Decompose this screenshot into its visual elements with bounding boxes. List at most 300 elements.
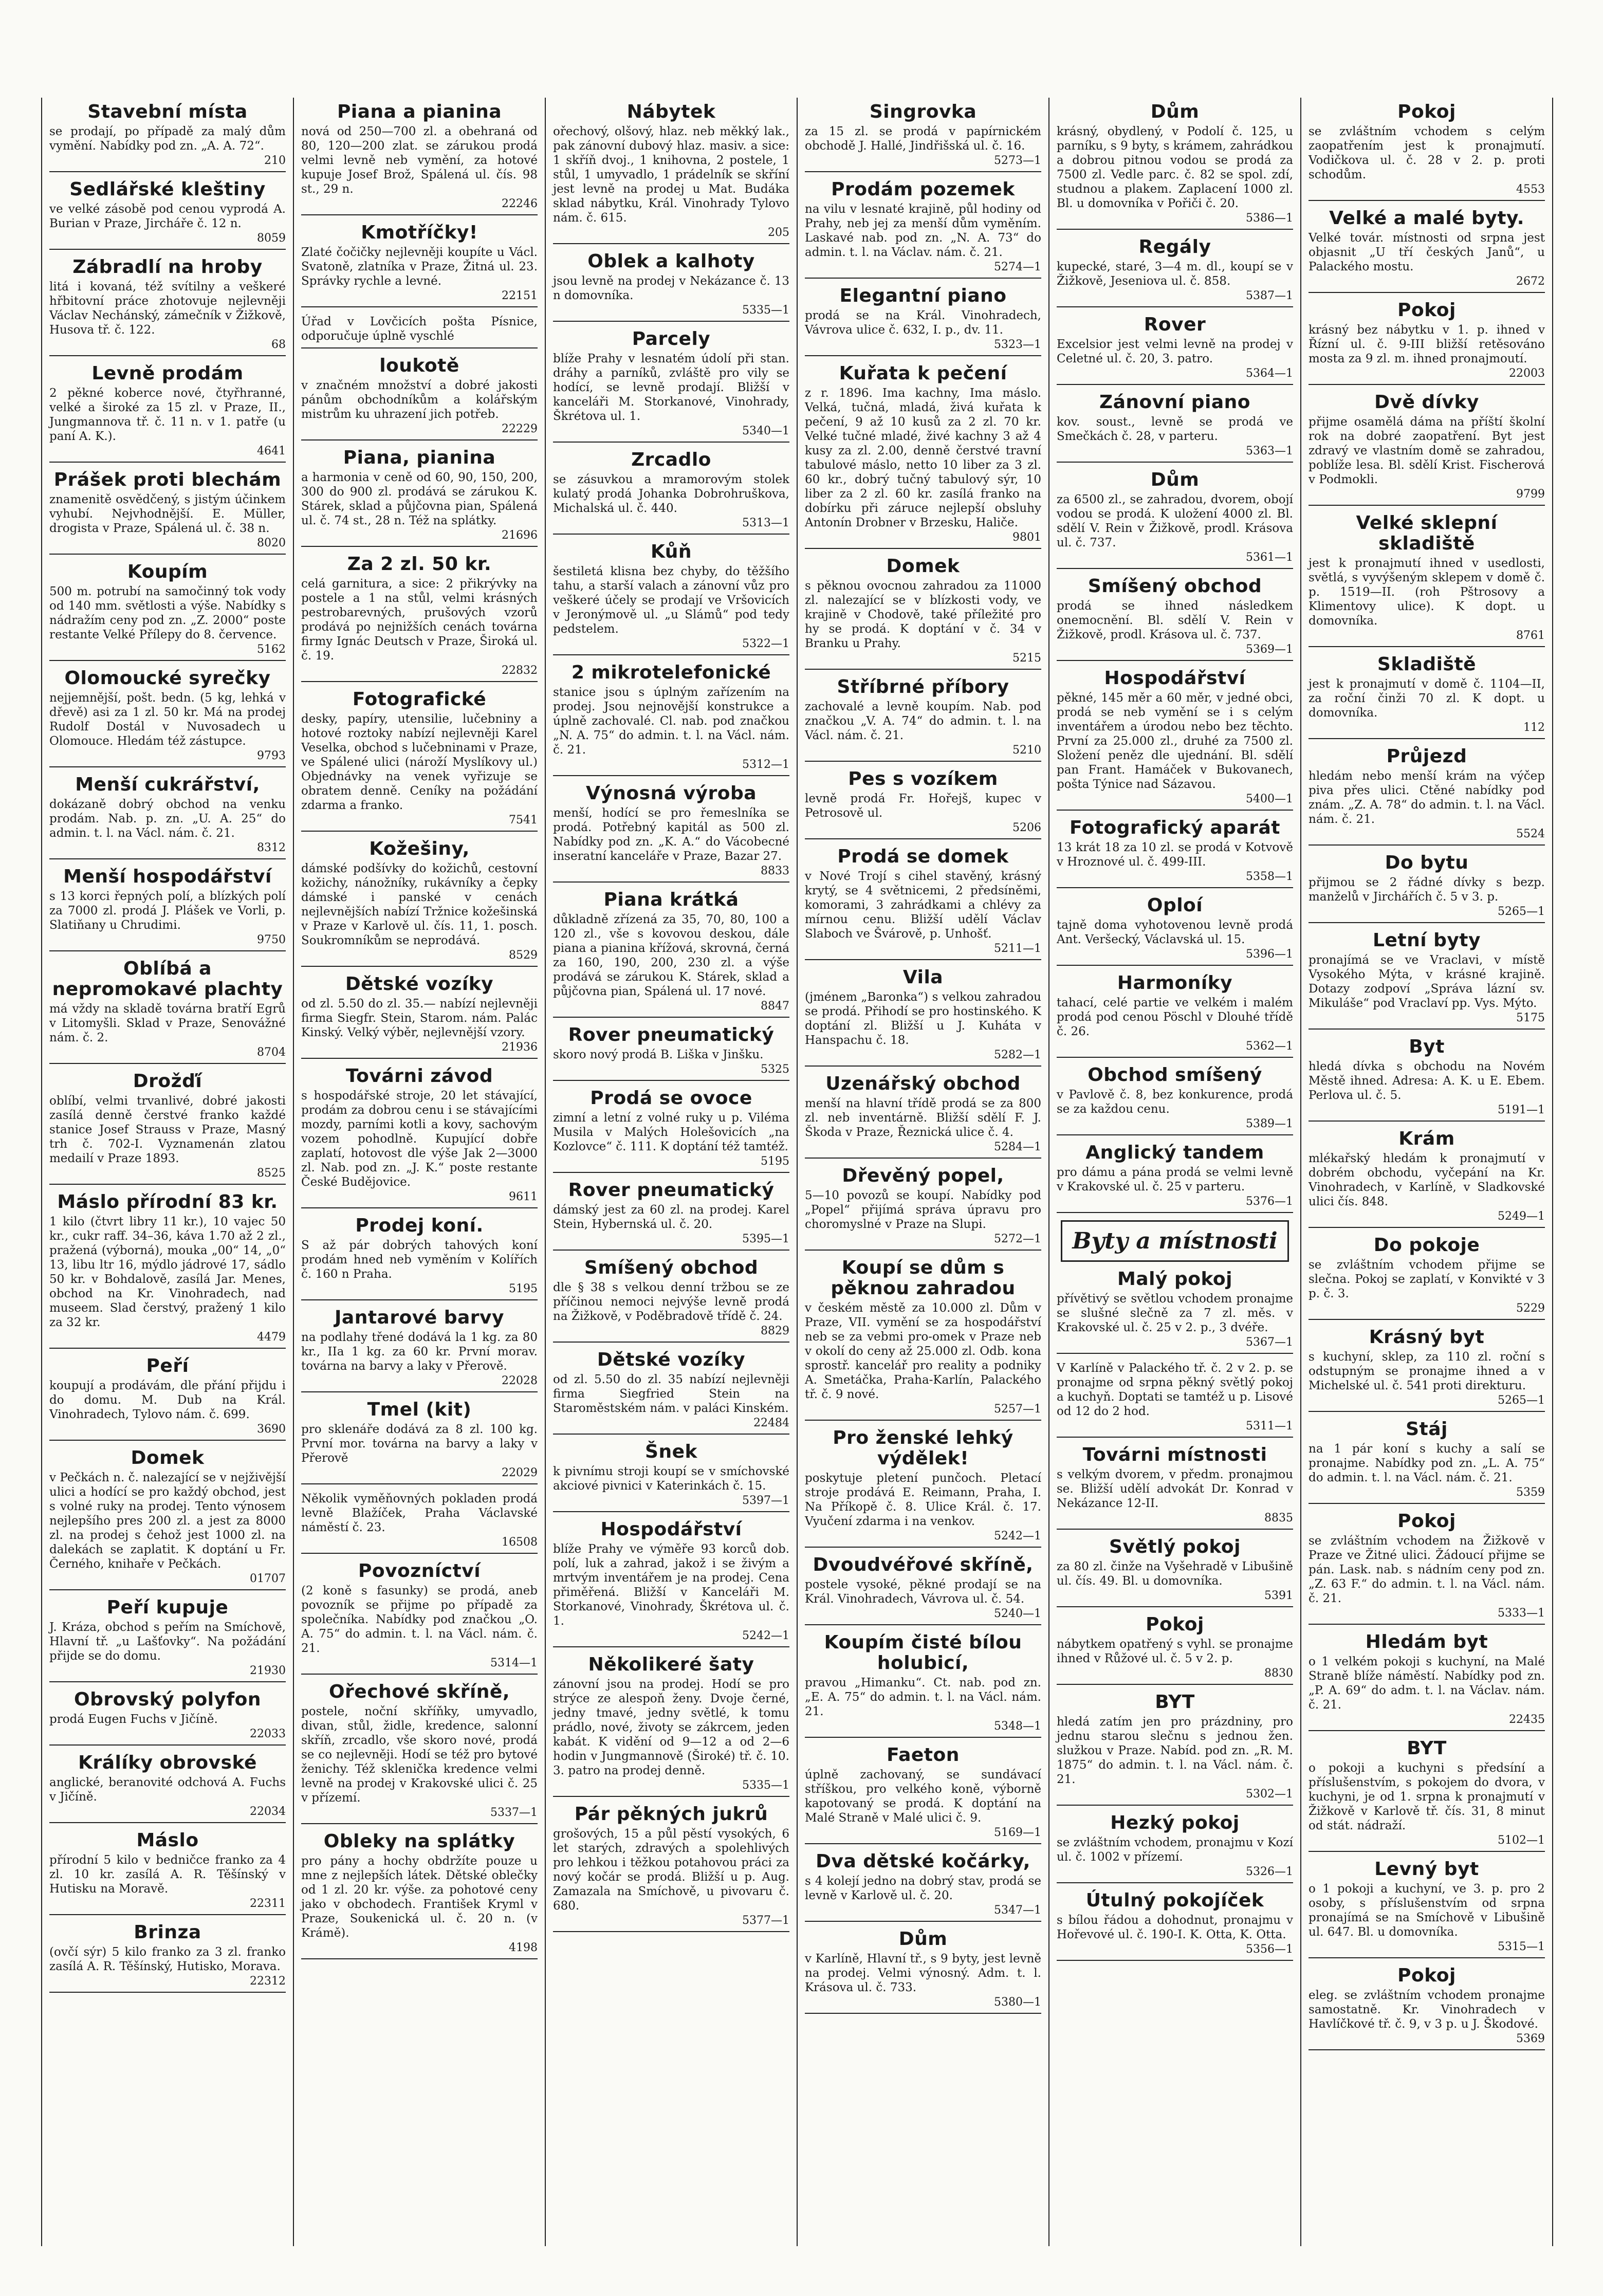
classified-ad [49, 470, 286, 555]
ad-text: prodá se na Král. Vinohradech, Vávrova ulice č. 632, I. p., dv. 11. [805, 309, 1041, 337]
classified-ad [1057, 1143, 1293, 1213]
classified-ad [553, 542, 789, 655]
ad-text: se zvláštním vchodem s celým zaopatřením jest k pronajmutí. Vodičkova ul. č. 28 v 2. p. proti schodům. [1309, 125, 1545, 181]
ad-heading: Světlý pokoj [1109, 1536, 1241, 1557]
ad-number: 5359 [1516, 1486, 1545, 1499]
column-6 [1301, 98, 1553, 2246]
classified-ad [49, 562, 286, 661]
ad-text: pěkné, 145 měr a 60 měr, v jedné obci, prodá se neb vymění se i s celým inventářem a úrodou nebo bez těchto. První za 25.000 zl., druhé za 7500 zl. Složení peněz dle ujednání. Bl. sdělí pan Frant. Hamáček v Bukovanech, pošta Týnice nad Sázavou. [1057, 691, 1293, 791]
ad-heading: Pes s vozíkem [848, 768, 998, 789]
ad-number: 5191—1 [1498, 1104, 1545, 1116]
ad-heading: Pokoj [1397, 300, 1456, 321]
ad-number: 5380—1 [994, 1996, 1041, 2009]
ad-heading: Byt [1409, 1036, 1445, 1057]
classified-ad [1309, 1235, 1545, 1320]
ad-heading: 2 mikrotelefonické [571, 662, 771, 683]
ad-number: 01707 [250, 1572, 286, 1585]
classified-ad [1309, 1632, 1545, 1731]
ad-text: o 1 pokoji a kuchyní, ve 3. p. pro 2 osoby, s příslušenstvím od srpna pronajímá se na Smíchově v Libušině ul. 647. Bl. u domovníka. [1309, 1882, 1545, 1939]
ad-text: 1 kilo (čtvrt libry 11 kr.), 10 vajec 50 kr., cukr raff. 34–36, káva 1.70 až 2 zl., pražená (výborná), mouka „00“ 14, „0“ 13, libu ltr 16, mýdlo jádrové 17, sádlo 50 kr. v Bohdalově, zasílá Jar. Menes, obchod na Kr. Vinohradech, nad museem. Slad čerstvý, pražený 1 kilo za 32 kr. [49, 1215, 286, 1329]
classified-ad [553, 1258, 789, 1343]
ad-heading: Smíšený obchod [584, 1257, 759, 1278]
classified-ad [1057, 102, 1293, 230]
ad-heading: Piana krátká [603, 889, 739, 910]
classified-ad [49, 1830, 286, 1915]
ad-text: a harmonia v ceně od 60, 90, 150, 200, 300 do 900 zl. prodává se zárukou K. Stárek, sklad a půjčovna pian, Spálená ul. č. 74 st., 28 n. Též na splátky. [301, 471, 538, 527]
ad-text: dámský jest za 60 zl. na prodej. Karel Stein, Hybernská ul. č. 20. [553, 1203, 789, 1231]
ad-text: dokázaně dobrý obchod na venku prodám. Nab. p. zn. „U. A. 25“ do admin. t. l. na Václ. nám. č. 21. [49, 798, 286, 840]
ad-number: 5169—1 [994, 1826, 1041, 1839]
ad-text: o 1 velkém pokoji s kuchyní, na Malé Straně blíže náměstí. Nabídky pod zn. „P. A. 69“ do adm. t. l. na Václav. nám. č. 21. [1309, 1655, 1545, 1712]
classified-ad [301, 1561, 538, 1675]
ad-heading: Zánovní piano [1099, 392, 1250, 413]
ad-text: přírodní 5 kilo v bedničce franko za 4 zl. 10 kr. zasílá A. R. Těšínský v Hutisku na Moravě. [49, 1853, 286, 1896]
column-4 [798, 98, 1049, 2246]
classified-ad [553, 1804, 789, 1932]
ad-text: jest k pronajmutí ihned v usedlosti, světlá, s vyvýšeným sklepem v domě č. p. 1519—II. (roh Pštrosovy a Klimentovy ulice). K dopt. u domovníka. [1309, 557, 1545, 628]
ad-text: J. Kráza, obchod s peřím na Smíchově, Hlavní tř. „u Lašťovky“. Na požádání přijde se do domu. [49, 1621, 286, 1663]
ad-heading: Rover [1144, 314, 1206, 335]
classified-ad [49, 668, 286, 767]
ad-heading: Hezký pokoj [1110, 1812, 1240, 1833]
classified-ad [1309, 102, 1545, 201]
classified-ad [1057, 576, 1293, 661]
ad-text: od zl. 5.50 do zl. 35 nabízí nejlevněji firma Siegfried Stein na Staroměstském nám. v paláci Kinském. [553, 1373, 789, 1415]
ad-number: 5340—1 [742, 425, 789, 437]
ad-heading: Nábytek [627, 101, 716, 122]
ad-text: s 13 korci řepných polí, a blízkých polí za 7000 zl. prodá J. Plášek ve Vorli, p. Slatiňany u Chrudimi. [49, 890, 286, 932]
ad-heading: Koupí se dům s pěknou zahradou [831, 1257, 1016, 1299]
ad-number: 22435 [1509, 1713, 1545, 1726]
ad-text: Úřad v Lovčicích pošta Písnice, odporučuje úplně vyschlé [301, 315, 538, 343]
ad-heading: Pokoj [1397, 101, 1456, 122]
ad-heading: Ořechové skříně, [328, 1681, 510, 1702]
ad-number: 5206 [1012, 821, 1041, 834]
ad-number: 5229 [1516, 1302, 1545, 1315]
ad-number: 8829 [761, 1325, 789, 1337]
ad-text: zimní a letní z volné ruky u p. Viléma Musila v Malých Holešovicích „na Kozlovce“ č. 111. K doptání též tamtéž. [553, 1111, 789, 1153]
ad-number: 68 [271, 338, 286, 351]
ad-text: menší, hodící se pro řemeslníka se prodá. Potřebný kapitál as 500 zl. Nabídky pod zn. „K. A.“ do Vácobecné inseratní kanceláře v Praze, Bazar 27. [553, 806, 789, 863]
classified-ad [1309, 392, 1545, 506]
ad-number: 22151 [502, 289, 538, 302]
ad-heading: Menší hospodářství [63, 866, 272, 887]
ad-number: 9750 [257, 933, 286, 946]
ad-heading: Kožešiny, [369, 838, 470, 859]
ad-text: úplně zachovaný, se sundávací stříškou, pro velkého koně, výborně kapotovaný se prodá. K doptání na Malé Straně v Malé ulici č. 9. [805, 1768, 1041, 1825]
ad-number: 5282—1 [994, 1049, 1041, 1061]
classified-ad [805, 1929, 1041, 2014]
ad-text: Několik vyměňovných pokladen prodá levně Blažíček, Praha Václavské náměstí č. 23. [301, 1492, 538, 1534]
ad-heading: Piana a pianina [337, 101, 502, 122]
ad-heading: Fotografický aparát [1069, 817, 1281, 838]
ad-text: k pivnímu stroji koupí se v smíchovské akciové pivnici v Katerinkách č. 15. [553, 1465, 789, 1493]
ad-number: 22246 [502, 197, 538, 210]
classified-ad [553, 450, 789, 535]
classified-ad [805, 286, 1041, 356]
classified-ad [1057, 1537, 1293, 1607]
ad-heading: Hospodářství [600, 1519, 742, 1540]
classified-ad [1309, 654, 1545, 739]
ad-text: oblíbí, velmi trvanlivé, dobré jakosti zasílá denně čerstvé franko každé stanice Josef Strauss v Praze, Masný trh č. 702-I. Vyznamenán zlatou medailí v Praze 1893. [49, 1094, 286, 1165]
ad-number: 22034 [250, 1805, 286, 1818]
ad-text: nábytkem opatřený s vyhl. se pronajme ihned v Růžové ul. č. 5 v 2. p. [1057, 1638, 1293, 1665]
ad-text: postele vysoké, pěkné prodají se na Král. Vinohradech, Vávrova ul. č. 54. [805, 1578, 1041, 1606]
ad-number: 5249—1 [1498, 1210, 1545, 1223]
ad-text: mlékařský hledám k pronajmutí v dobrém obchodu, vyčepání na Kr. Vinohradech, v Karlíně, v Sladkovské ulici čís. 848. [1309, 1152, 1545, 1208]
classified-ad [1057, 1614, 1293, 1685]
ad-number: 5358—1 [1246, 870, 1293, 883]
ad-number: 8847 [761, 1000, 789, 1013]
ad-heading: Dva dětské kočárky, [816, 1851, 1030, 1872]
ad-text: s hospodářské stroje, 20 let stávající, prodám za dobrou cenu i se stávajícími mozdy, parními kotli a kovy, sachovým vozem pohodlně. Kupující dobře zaplatí, hotovost dle výše Jak 2—3000 zl. Nab. pod zn. „J. K.“ poste restante České Budějovice. [301, 1089, 538, 1189]
ad-text: za 15 zl. se prodá v papírnickém obchodě J. Hallé, Jindřišská ul. č. 16. [805, 125, 1041, 153]
classified-ad [1309, 930, 1545, 1030]
ad-heading: Dům [1150, 101, 1200, 122]
classified-ad [301, 1682, 538, 1824]
ad-text: kov. soust., levně se prodá ve Smečkách č. 28, v parteru. [1057, 415, 1293, 443]
ad-text: prodá se ihned následkem onemocnění. Bl. sdělí V. Rein v Žižkově, prodl. Krásova ul. č. 737. [1057, 599, 1293, 641]
ad-number: 5356—1 [1246, 1943, 1293, 1956]
ad-number: 21936 [502, 1041, 538, 1054]
classified-ad [301, 223, 538, 307]
ad-text: levně prodá Fr. Hořejš, kupec v Petrosově ul. [805, 792, 1041, 820]
ad-heading: Obleky na splátky [323, 1831, 515, 1852]
column-2 [294, 98, 546, 2246]
column-5 [1049, 98, 1301, 2246]
classified-ad [805, 1555, 1041, 1625]
ad-heading: Šnek [645, 1441, 697, 1462]
ad-heading: Máslo [136, 1830, 199, 1851]
ad-heading: Hospodářství [1104, 668, 1246, 689]
ad-text: poskytuje pletení punčoch. Pletací stroje prodává E. Reimann, Praha, I. Na Příkopě č. 8. Ulice Král. č. 17. Vyučení zdarma i na venkov. [805, 1472, 1041, 1528]
classified-ad [49, 257, 286, 356]
ad-text: jsou levně na prodej v Nekázance č. 13 n domovníka. [553, 274, 789, 302]
classified-ad [805, 1258, 1041, 1421]
ad-number: 5284—1 [994, 1141, 1041, 1153]
ad-number: 5323—1 [994, 338, 1041, 351]
classified-ad [1309, 1037, 1545, 1122]
ad-number: 5325 [761, 1063, 789, 1076]
ad-number: 4553 [1516, 183, 1545, 196]
ad-text: anglické, beranovité odchová A. Fuchs v Jičíně. [49, 1776, 286, 1804]
classified-ad [1309, 853, 1545, 923]
classified-ad [1057, 315, 1293, 385]
ad-number: 5175 [1516, 1012, 1545, 1024]
ad-text: 500 m. potrubí na samočinný tok vody od 140 mm. světlosti a výše. Nabídky s nádražím ceny pod zn. „Z. 2000“ poste restante Velké Přílepy do 8. července. [49, 585, 286, 641]
ad-heading: Faeton [887, 1744, 960, 1766]
ad-heading: Drožďí [133, 1071, 202, 1092]
classified-ad [1309, 1419, 1545, 1504]
ad-text: hledá dívka s obchodu na Novém Městě ihned. Adresa: A. K. u E. Ebem. Perlova ul. č. 5. [1309, 1060, 1545, 1102]
classified-ad [1057, 668, 1293, 811]
ad-text: postele, noční skříňky, umyvadlo, divan, stůl, židle, kredence, salonní skříň, zrcadlo, vše skoro nové, prodá se co nejlevněji. Hodí se též pro bytové ženichy. Též sklenička kredence velmi levně na prodej v Krakovské ulici č. 25 v přízemí. [301, 1705, 538, 1805]
classified-ad [49, 1356, 286, 1441]
classified-ad [301, 1492, 538, 1554]
ad-heading: Za 2 zl. 50 kr. [347, 554, 492, 575]
ad-text: nová od 250—700 zl. a obehraná od 80, 120—200 zlat. se zárukou prodá velmi levně neb vymění, za hotové kupuje Josef Brož, Spálená ul. čís. 98 st., 29 n. [301, 125, 538, 196]
ad-text: nejjemnější, pošt. bedn. (5 kg, lehká v dřevě) asi za 1 zl. 50 kr. Má na prodej Rudolf Dostál v Nuvosadech u Olomouce. Hledám též zástupce. [49, 691, 286, 748]
ad-heading: Rover pneumatický [568, 1024, 775, 1045]
classified-ad [1057, 1445, 1293, 1530]
ad-number: 5313—1 [742, 517, 789, 529]
ad-heading: Levně prodám [91, 363, 244, 384]
ad-number: 5391 [1264, 1589, 1293, 1602]
ad-heading: Jantarové barvy [335, 1307, 504, 1328]
ad-heading: Krám [1398, 1128, 1455, 1149]
ad-number: 8833 [761, 865, 789, 877]
ad-number: 9799 [1516, 488, 1545, 501]
ad-heading: Dvoudvéřové skříně, [813, 1554, 1034, 1575]
classified-ad [1057, 1890, 1293, 1961]
ad-number: 3690 [257, 1423, 286, 1436]
classified-ad [301, 1831, 538, 1959]
ad-text: Zlaté čočičky nejlevněji koupíte u Václ. Svatoně, zlatníka v Praze, Žitná ul. 23. Správky rychle a levné. [301, 246, 538, 288]
ad-number: 8312 [257, 841, 286, 854]
ad-number: 5322—1 [742, 637, 789, 650]
ad-text: přívětivý se světlou vchodem pronajme se slušné slečně za 7 zl. měs. v Krakovské ul. č. 25 v 2. p., 3 dvéře. [1057, 1292, 1293, 1334]
classified-ad [805, 1166, 1041, 1251]
ad-heading: Do bytu [1385, 852, 1469, 873]
ad-heading: Dům [898, 1928, 948, 1950]
ad-text: krásný bez nábytku v 1. p. ihned v Řízní ul. č. 9-III bližší retěsováno mosta za 9 zl. m. ihned pronajmoutí. [1309, 323, 1545, 365]
classified-ad [1057, 392, 1293, 463]
ad-number: 5400—1 [1246, 793, 1293, 805]
classified-ad [1057, 1065, 1293, 1135]
ad-number: 5335—1 [742, 304, 789, 317]
ad-text: 13 krát 18 za 10 zl. se prodá v Kotvově v Hroznové ul. č. 499-III. [1057, 841, 1293, 869]
ad-text: blíže Prahy ve výměře 93 korců dob. polí, luk a zahrad, jakož i se živým a mrtvým inventářem je na prodej. Cena přiměřená. Bližší v Kanceláři M. Storkanové, Vinohrady, Škrétova ul. č. 1. [553, 1542, 789, 1628]
ad-text: blíže Prahy v lesnatém údolí při stan. dráhy a parníků, zvláště pro vily se hodící, se levně prodají. Bližší v kanceláři M. Storkanové, Vinohrady, Škrétova ul. 1. [553, 352, 789, 423]
ad-text: (ovčí sýr) 5 kilo franko za 3 zl. franko zasílá A. R. Těšínský, Hutisko, Morava. [49, 1945, 286, 1973]
ad-number: 5274—1 [994, 261, 1041, 273]
ad-number: 8525 [257, 1167, 286, 1180]
ad-text: Excelsior jest velmi levně na prodej v Celetné ul. č. 20, 3. patro. [1057, 338, 1293, 365]
classified-ad [301, 689, 538, 832]
classified-ad [49, 1192, 286, 1349]
ad-heading: Skladiště [1377, 654, 1477, 675]
ad-text: skoro nový prodá B. Liška v Jinšku. [553, 1048, 764, 1061]
ad-heading: Velké sklepní skladiště [1356, 512, 1498, 554]
classified-ad [1309, 1129, 1545, 1228]
classified-ad [1057, 1361, 1293, 1438]
ad-number: 4198 [509, 1941, 538, 1954]
classified-ad [1309, 1327, 1545, 1412]
ad-heading: Obchod smíšený [1088, 1064, 1262, 1086]
classified-ad [1309, 513, 1545, 647]
ad-heading: Anglický tandem [1085, 1142, 1264, 1163]
ad-heading: Malý pokoj [1117, 1269, 1232, 1290]
ad-number: 112 [1523, 721, 1545, 734]
classified-ad [301, 315, 538, 348]
ad-text: přijme osamělá dáma na příští školní rok na dobré zaopatření. Byt jest zdravý ve vlastním domě se zahradou, poblíže lesa. Bl. sdělí Krist. Fischerová v Podmokli. [1309, 415, 1545, 486]
ad-heading: Králíky obrovské [78, 1752, 257, 1773]
ad-heading: Menší cukrářství, [75, 774, 260, 795]
ad-text: hledám nebo menší krám na výčep piva přes ulici. Ctěné nabídky pod znám. „Z. A. 78“ do admin. t. l. na Václ. nám. č. 21. [1309, 769, 1545, 826]
ad-text: 5—10 povozů se koupí. Nabídky pod „Popel“ přijímá správa úpravu pro choromyslné v Praze na Slupi. [805, 1189, 1041, 1231]
ad-number: 5265—1 [1498, 905, 1545, 918]
classified-ad [49, 775, 286, 859]
ad-text: od zl. 5.50 do zl. 35.— nabízí nejlevněji firma Siegfr. Stein, Starom. nám. Palác Kinský. Velký výběr, nejlevnější vzory. [301, 997, 538, 1039]
ad-number: 5397—1 [742, 1494, 789, 1507]
ad-number: 22229 [502, 423, 538, 435]
ad-text: v Karlíně, Hlavní tř., s 9 byty, jest levně na prodej. Velmi výnosný. Adm. t. l. Krásova ul. č. 733. [805, 1952, 1041, 1994]
classified-ad [301, 839, 538, 967]
classified-ad [553, 1088, 789, 1173]
ad-text: se zvláštním vchodem přijme se slečna. Pokoj se zaplatí, v Konvikté v 3 p. č. 3. [1309, 1258, 1545, 1300]
classified-ad [553, 890, 789, 1018]
ad-number: 8830 [1264, 1667, 1293, 1680]
ad-number: 5312—1 [742, 758, 789, 771]
ad-heading: Regály [1138, 236, 1211, 258]
ad-text: znamenitě osvědčený, s jistým účinkem vyhubí. Nejvhodnější. E. Müller, drogista v Praze, Spálená ul. č. 38 n. [49, 493, 286, 535]
classified-ad [49, 1597, 286, 1682]
ad-number: 22033 [250, 1728, 286, 1740]
ad-text: z r. 1896. Ima kachny, Ima máslo. Velká, tučná, mladá, živá kuřata k pečení, 9 až 10 kusů za 2 zl. 70 kr. Velké tučné mladé, živé kachny 3 až 4 kusy za zl. 2.00, denně čerstvé travní tabulové máslo, netto 10 liber za 3 zl. 60 kr., dobrý tučný tabulový sýr, 10 liber za 2 zl. 60 kr. zasílá franko na dobírku při záruce nejlepší obsluhy Antonín Drobner v Brzesku, Haliče. [805, 387, 1041, 529]
ad-text: zánovní jsou na prodej. Hodí se pro strýce ze alespoň ženy. Dvoje černé, jedny tmavé, jedny světlé, k tomu prádlo, nové, životy se zákrcem, jeden kabát. K vidění od 9—12 a od 2—6 hodin v Jungmannově (Široké) tř. č. 10. 3. patro na prodej denně. [553, 1678, 789, 1777]
ad-number: 5272—1 [994, 1233, 1041, 1245]
ad-text: v českém městě za 10.000 zl. Dům v Praze, VII. vymění se za hospodářství neb se za vebmi pro-omek v Praze neb v okolí do ceny až 25.000 zl. Odb. kona sprostř. kancelář pro reality a podniky A. Smetáčka, Praha-Karlín, Palackého tř. č. 9 nové. [805, 1301, 1041, 1401]
newspaper-page [41, 98, 1553, 2246]
ad-text: krásný, obydlený, v Podolí č. 125, u parníku, s 9 byty, s krámem, zahrádkou a dobrou pitnou vodou se prodá za 7500 zl. Vedle parc. č. 82 se spol. zdí, studnou a plakem. Zaplacení 1000 zl. Bl. u domovníka v Pořiči č. 20. [1057, 125, 1293, 210]
ad-text: hledá zatím jen pro prázdniny, pro jednu starou slečnu s jednou žen. služkou v Praze. Nabíd. pod zn. „R. M. 1875“ do admin. t. l. na Václ. nám. č. 21. [1057, 1715, 1293, 1786]
ad-text: za 80 zl. činže na Vyšehradě v Libušině ul. čís. 49. Bl. u domovníka. [1057, 1560, 1293, 1588]
ad-number: 5363—1 [1246, 445, 1293, 457]
ad-text: v Nové Trojí s cihel stavěný, krásný krytý, se 4 světnicemi, 2 předsíněmi, komorami, 3 zahrádkami a chlévy za mírnou cenu. Bližší udělí Václav Slaboch ve Švárově, p. Unhošť. [805, 870, 1041, 941]
ad-number: 5389—1 [1246, 1117, 1293, 1130]
ad-text: zachovalé a levně koupím. Nab. pod značkou „V. A. 74“ do admin. t. l. na Václ. nám. č. 21. [805, 700, 1041, 742]
ad-heading: Do pokoje [1373, 1235, 1480, 1256]
ad-text: dle § 38 s velkou denní tržbou se ze příčinou nemoci nejvýše levně prodá na Žižkově, v Poděbradově třídě č. 24. [553, 1281, 789, 1323]
ad-heading: Pokoj [1146, 1614, 1204, 1635]
ad-number: 5265—1 [1498, 1394, 1545, 1407]
classified-ad [49, 363, 286, 463]
ad-text: stanice jsou s úplným zařízením na prodej. Jsou nejnovější konstrukce a úplně zachovalé. Cl. nab. pod značkou „N. A. 75“ do admin. t. l. na Václ. nám. č. 21. [553, 686, 789, 757]
ad-number: 5311—1 [1246, 1420, 1293, 1432]
ad-number: 8529 [509, 949, 538, 962]
ad-heading: Útulný pokojíček [1085, 1890, 1264, 1911]
ad-number: 5240—1 [994, 1607, 1041, 1620]
ad-heading: Elegantní piano [839, 285, 1007, 306]
ad-text: ořechový, olšový, hlaz. neb měkký lak., pak zánovní dubový hlaz. masiv. a sice: 1 skříň dvoj., 1 knihovna, 2 postele, 1 stůl, 1 umyvadlo, 1 prádelník se skříní jest levně na prodej u Mat. Budáka sklad nábytku, Král. Vinohrady Tylovo nám. č. 615. [553, 125, 789, 225]
ad-text: přijmou se 2 řádné dívky s bezp. manželů v Jirchářích č. 5 v 3. p. [1309, 876, 1545, 904]
classified-ad [1057, 470, 1293, 569]
ad-text: dámské podšívky do kožichů, cestovní kožichy, nánožníky, rukávníky a čepky dámské i panské v cenách nejlevnějších nabízí Tržnice kožešinská v Praze v Karlově ul. čís. 11, 1. posch. Soukromníkům se neprodává. [301, 862, 538, 947]
classified-ad [49, 1448, 286, 1590]
ad-heading: Kmotříčky! [361, 222, 478, 243]
ad-text: pravou „Himanku“. Ct. nab. pod zn. „E. A. 75“ do admin. t. l. na Václ. nám. 21. [805, 1676, 1041, 1718]
classified-ad [1309, 208, 1545, 293]
classified-ad [49, 1689, 286, 1746]
ad-number: 5210 [1012, 744, 1041, 757]
ad-text: S až pár dobrých tahových koní prodám hned neb vyměním v Kolířích č. 160 n Praha. [301, 1239, 538, 1281]
classified-ad [1057, 973, 1293, 1058]
ad-heading: Zábradlí na hroby [72, 256, 263, 278]
ad-text: koupují a prodávám, dle přání přijdu i do domu. M. Dub na Král. Vinohradech, Tylovo nám. č. 699. [49, 1379, 286, 1421]
classified-ad [1309, 1511, 1545, 1625]
ad-number: 5362—1 [1246, 1040, 1293, 1053]
classified-ad [805, 1632, 1041, 1738]
ad-number: 7541 [509, 814, 538, 826]
ad-number: 5387—1 [1246, 289, 1293, 302]
ad-heading: Stavební místa [87, 101, 248, 122]
ad-heading: Domek [131, 1447, 205, 1468]
ad-number: 4479 [257, 1331, 286, 1344]
classified-ad [553, 1442, 789, 1512]
ad-number: 8704 [257, 1046, 286, 1059]
ad-text: prodá Eugen Fuchs v Jičíně. [49, 1713, 218, 1726]
ad-heading: Několikeré šaty [588, 1654, 754, 1675]
ad-number: 22311 [250, 1897, 286, 1910]
classified-ad [1057, 895, 1293, 966]
ad-number: 5376—1 [1246, 1195, 1293, 1208]
ad-text: menší na hlavní třídě prodá se za 800 zl. neb inventárně. Bližší sdělí F. J. Škoda v Praze, Řeznická ulice č. 4. [805, 1097, 1041, 1139]
ad-number: 8020 [257, 537, 286, 549]
ad-number: 5369—1 [1246, 643, 1293, 656]
classified-ad [1309, 1738, 1545, 1852]
ad-heading: Továrni závod [345, 1066, 493, 1087]
classified-ad [49, 959, 286, 1064]
ad-number: 21930 [250, 1664, 286, 1677]
classified-ad [49, 102, 286, 172]
ad-number: 5396—1 [1246, 948, 1293, 961]
ad-heading: Hledám byt [1365, 1631, 1488, 1652]
ad-heading: Kuřata k pečení [839, 363, 1007, 384]
ad-number: 2672 [1516, 275, 1545, 288]
column-3 [546, 98, 798, 2246]
ad-text: o pokoji a kuchyni s předsíní a příslušenstvím, s pokojem do dvora, v kuchyni, je od 1. srpna k pronajmutí v Žižkově v Karlově tř. čís. 31, 8 minut od stát. nádraží. [1309, 1761, 1545, 1832]
ad-heading: Velké a malé byty. [1329, 208, 1524, 229]
ad-heading: Olomoucké syrečky [64, 668, 271, 689]
ad-heading: Uzenářský obchod [825, 1073, 1021, 1094]
ad-text: šestiletá klisna bez chyby, do těžšího tahu, a starší valach a zánovní vůz pro veškeré účely se prodají ve Vršovicích v Jeronýmově ul. „u Slámů“ pod tedy pedstelem. [553, 565, 789, 636]
ad-number: 5242—1 [742, 1629, 789, 1642]
ad-text: jest k pronajmutí v domě č. 1104—II, za roční činži 70 zl. K dopt. u domovníka. [1309, 677, 1545, 720]
ad-text: s pěknou ovocnou zahradou za 11000 zl. nalezající se v blízkosti vody, ve krajině v Chodově, také příležité pro hy se prodá. K doptání v č. 34 v Branku u Prahy. [805, 579, 1041, 650]
ad-text: 2 pěkné koberce nové, čtyřhranné, velké a široké za 15 zl. v Praze, II., Jungmannova tř. č. 11 n. v 1. patře (u paní A. K.). [49, 387, 286, 443]
ad-heading: Fotografické [352, 689, 487, 710]
ad-text: pro dámu a pána prodá se velmi levně v Krakovské ul. č. 25 v parteru. [1057, 1166, 1293, 1193]
classified-ad [553, 1655, 789, 1797]
ad-text: (2 koně s fasunky) se prodá, aneb povozník se přijme po případě za společníka. Nabídky pod značkou „O. A. 75“ do admin. t. l. na Václ. nám. č. 21. [301, 1584, 538, 1655]
ad-text: se prodají, po případě za malý dům vymění. Nabídky pod zn. „A. A. 72“. [49, 125, 286, 153]
ad-text: ve velké zásobě pod cenou vyprodá A. Burian v Praze, Jircháře č. 12 n. [49, 203, 286, 230]
ad-heading: Rover pneumatický [568, 1180, 775, 1201]
ad-text: se zvláštním vchodem na Žižkově v Praze ve Žitné ulici. Žádoucí přijme se pán. Lask. nab. s nádním ceny pod zn. „Z. 63 F.“ do admin. t. l. na Václ. nám. č. 21. [1309, 1534, 1545, 1605]
ad-text: v značném množství a dobré jakosti pánům obchodníkům a kolářským mistrům ku uhrazení jich potřeb. [301, 379, 538, 421]
ad-heading: Obrovský polyfon [73, 1689, 262, 1710]
ad-heading: Oblek a kalhoty [587, 251, 755, 272]
classified-ad [805, 179, 1041, 279]
classified-ad [301, 554, 538, 682]
ad-heading: Parcely [632, 328, 711, 350]
classified-ad [553, 329, 789, 443]
ad-number: 5524 [1516, 828, 1545, 840]
ad-number: 5386—1 [1246, 212, 1293, 225]
ad-heading: Oblíbá a nepromokavé plachty [52, 958, 283, 1000]
classified-ad [49, 1753, 286, 1823]
ad-text: s 4 kolejí jedno na dobrý stav, prodá se levně v Karlově ul. č. 20. [805, 1875, 1041, 1902]
ad-heading: Pokoj [1397, 1965, 1456, 1986]
ad-text: desky, papíry, utensilie, lučebniny a hotové roztoky nabízí nejlevněji Karel Veselka, obchod s lučebninami v Praze, ve Spálené ulici (nároží Myslíkovy ul.) Objednávky na venek vyřizuje se obratem denně. Ceníky na požádání zdarma a franko. [301, 712, 538, 812]
ad-text: na vilu v lesnaté krajině, půl hodiny od Prahy, neb jej za menší dům vyměním. Laskavé nab. pod zn. „N. A. 73“ do admin. t. l. na Václav. nám. č. 21. [805, 203, 1041, 259]
classified-ad [1309, 746, 1545, 846]
ad-number: 22312 [250, 1975, 286, 1988]
ad-text: s bílou řádou a dohodnut, pronajmu v Hořevové ul. č. 190-I. K. Otta, K. Otta. [1057, 1914, 1293, 1941]
classified-ad [805, 1074, 1041, 1159]
column-1 [42, 98, 294, 2246]
ad-heading: Piana, pianina [343, 447, 496, 468]
